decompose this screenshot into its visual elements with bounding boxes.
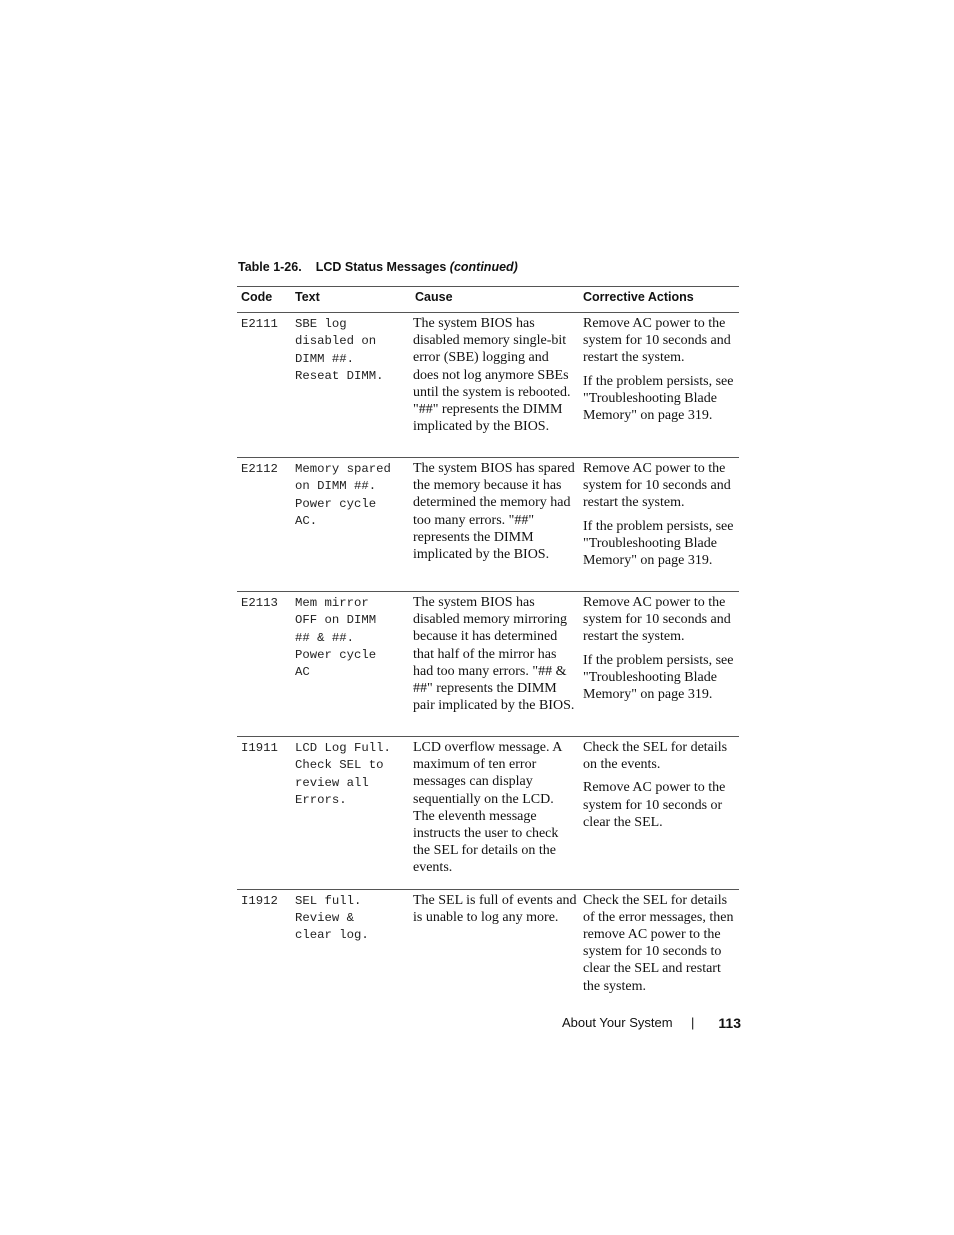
action-step: Check the SEL for details on the events.: [583, 740, 728, 773]
table-row: [237, 737, 739, 890]
table-row: [237, 313, 739, 458]
header-code: Code: [237, 287, 291, 313]
action-step: Remove AC power to the system for 10 seconds and restart the system.: [583, 595, 731, 645]
row-cause: The system BIOS has spared the memory because it has determined the memory had too many errors. "##" represents the DIMM implicated by the BIOS.: [411, 458, 579, 592]
row-cause: The SEL is full of events and is unable to log any more.: [413, 892, 577, 925]
row-code: E2112: [237, 458, 291, 592]
row-text: Mem mirror OFF on DIMM ## & ##. Power cycle AC: [291, 592, 411, 737]
row-code: I1911: [237, 737, 291, 890]
action-step: Check the SEL for details of the error messages, then remove AC power to the system for 10 seconds to clear the SEL and restart the system.: [583, 892, 734, 994]
action-step: If the problem persists, see "Troubleshooting Blade Memory" on page 319.: [583, 652, 734, 703]
table-number: Table 1-26.: [238, 260, 302, 274]
table-title: LCD Status Messages: [315, 260, 447, 274]
row-code: E2113: [237, 592, 291, 737]
row-actions: [579, 458, 739, 592]
row-text: SEL full. Review & clear log.: [295, 893, 369, 943]
row-actions: [579, 737, 739, 890]
table-header-row: [237, 287, 739, 313]
row-text: SBE log disabled on DIMM ##. Reseat DIMM.: [291, 313, 411, 458]
footer-separator: |: [691, 1015, 695, 1030]
action-step: If the problem persists, see "Troubleshooting Blade Memory" on page 319.: [583, 373, 734, 424]
page-number: 113: [718, 1015, 741, 1031]
row-actions: [579, 889, 739, 1007]
table-row: [237, 592, 739, 737]
row-cause: LCD overflow message. A maximum of ten error messages can display sequentially on the LCD. The eleventh message instructs the user to check the SEL for details on the events.: [411, 737, 579, 890]
header-corrective-actions: Corrective Actions: [579, 287, 739, 313]
footer-section-title: About Your System: [562, 1015, 673, 1030]
row-actions: [579, 592, 739, 737]
action-step: Remove AC power to the system for 10 seconds and restart the system.: [583, 461, 731, 511]
action-step: If the problem persists, see "Troubleshooting Blade Memory" on page 319.: [583, 518, 734, 569]
row-cause: The system BIOS has disabled memory single-bit error (SBE) logging and does not log anymore SBEs until the system is rebooted. "##" represents the DIMM implicated by the BIOS.: [411, 313, 579, 458]
lcd-status-table: [237, 286, 739, 1007]
continued-label: (continued): [449, 260, 518, 274]
row-code: E2111: [237, 313, 291, 458]
row-text: LCD Log Full. Check SEL to review all Errors.: [291, 737, 411, 890]
table-row: [237, 458, 739, 592]
header-cause: Cause: [411, 287, 579, 313]
row-text: Memory spared on DIMM ##. Power cycle AC.: [291, 458, 411, 592]
action-step: Remove AC power to the system for 10 seconds or clear the SEL.: [583, 780, 726, 830]
action-step: Remove AC power to the system for 10 seconds and restart the system.: [583, 316, 731, 366]
row-cause: The system BIOS has disabled memory mirroring because it has determined that half of the mirror has had too many errors. "## & ##" represents the DIMM pair implicated by the BIOS.: [411, 592, 579, 737]
table-row: [237, 889, 739, 1007]
table-caption: [238, 260, 518, 274]
row-code: I1912: [241, 893, 278, 908]
row-actions: [579, 313, 739, 458]
header-text: Text: [291, 287, 411, 313]
